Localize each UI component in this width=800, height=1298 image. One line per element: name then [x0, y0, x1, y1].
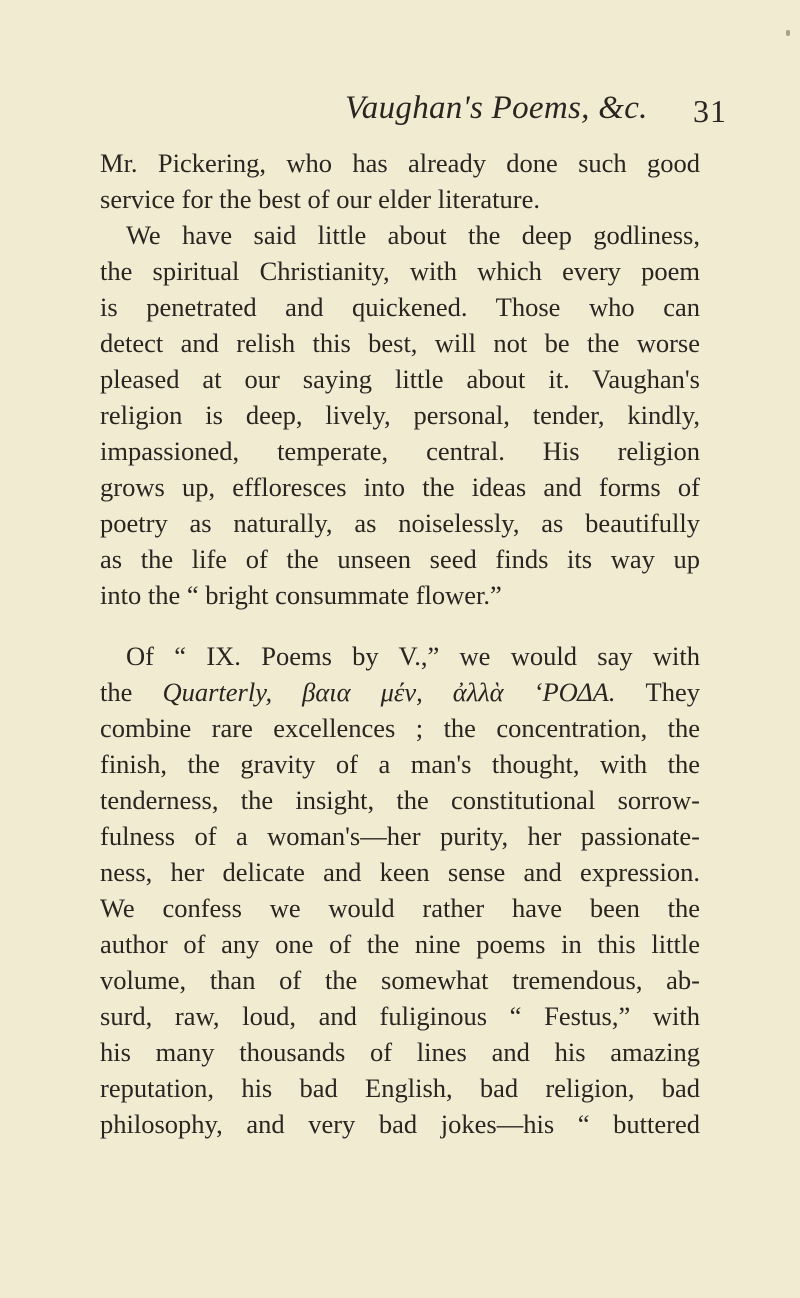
text-line: author of any one of the nine poems in this little: [100, 929, 700, 959]
text-run: the: [100, 677, 163, 707]
text-line: poetry as naturally, as noiselessly, as beautifully: [100, 508, 700, 538]
text-line: pleased at our saying little about it. Vaughan's: [100, 364, 700, 394]
text-line: ness, her delicate and keen sense and expression.: [100, 857, 700, 887]
text-line: into the “ bright consummate flower.”: [100, 580, 502, 610]
text-line: is penetrated and quickened. Those who can: [100, 292, 700, 322]
text-line: finish, the gravity of a man's thought, with the: [100, 749, 700, 779]
text-line: Mr. Pickering, who has already done such good: [100, 148, 700, 178]
text-line: the spiritual Christianity, with which every poem: [100, 256, 700, 286]
text-line: impassioned, temperate, central. His religion: [100, 436, 700, 466]
text-line: volume, than of the somewhat tremendous, ab-: [100, 965, 700, 995]
text-run: βαια μέν, ἀλλὰ ‘ΡΟΔΑ.: [272, 677, 616, 707]
text-run: They: [615, 677, 701, 707]
text-line: as the life of the unseen seed finds its way up: [100, 544, 700, 574]
text-line: his many thousands of lines and his amazing: [100, 1037, 700, 1067]
text-line: We have said little about the deep godliness,: [126, 220, 700, 250]
text-line: fulness of a woman's—her purity, her passionate-: [100, 821, 700, 851]
text-line: grows up, effloresces into the ideas and forms of: [100, 472, 700, 502]
text-line: religion is deep, lively, personal, tender, kindly,: [100, 400, 700, 430]
page-number: 31: [693, 93, 727, 129]
text-line: combine rare excellences ; the concentration, the: [100, 713, 700, 743]
text-run: Quarterly,: [162, 677, 273, 707]
text-line: service for the best of our elder literature.: [100, 184, 540, 214]
text-line: reputation, his bad English, bad religion, bad: [100, 1073, 700, 1103]
text-line: surd, raw, loud, and fuliginous “ Festus,” with: [100, 1001, 700, 1031]
text-line: [100, 676, 700, 708]
text-line: Of “ IX. Poems by V.,” we would say with: [126, 641, 700, 671]
running-head-title: Vaughan's Poems, &c.: [345, 90, 648, 126]
text-line: We confess we would rather have been the: [100, 893, 700, 923]
text-line: tenderness, the insight, the constitutional sorrow-: [100, 785, 700, 815]
text-line: philosophy, and very bad jokes—his “ buttered: [100, 1109, 700, 1139]
text-line: detect and relish this best, will not be the worse: [100, 328, 700, 358]
